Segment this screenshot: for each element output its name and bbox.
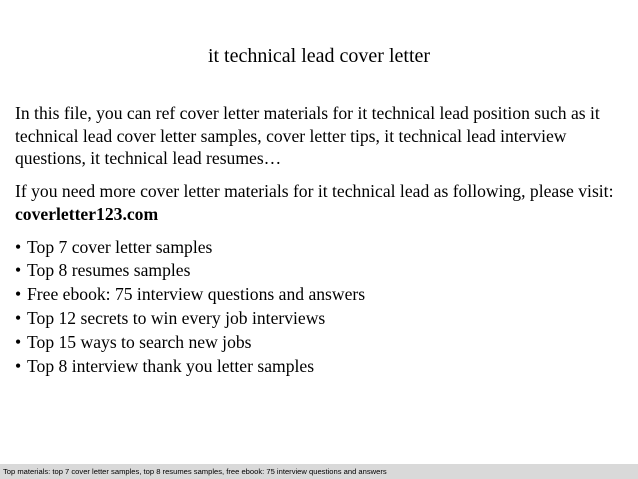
footer-bar [0,464,638,479]
list-item[interactable] [15,236,623,260]
list-item-label: Top 7 cover letter samples [27,236,213,257]
list-item-label: Top 8 interview thank you letter samples [27,355,315,376]
list-item[interactable] [15,307,623,331]
website-link[interactable]: coverletter123.com [15,203,159,224]
bullet-icon: • [15,331,22,352]
slide-title: it technical lead cover letter [207,45,431,67]
more-materials-paragraph [15,180,623,225]
bullet-icon: • [15,260,22,281]
more-materials-text: If you need more cover letter materials for it technical lead as following, please visit: [15,181,614,202]
footer-text: Top materials: top 7 cover letter samples, top 8 resumes samples, free ebook: 75 interview questions and answers [3,467,387,476]
list-item-label: Top 15 ways to search new jobs [27,331,252,352]
list-item-label: Free ebook: 75 interview questions and answers [27,284,366,305]
list-item[interactable] [15,259,623,283]
slide-content [15,102,623,378]
list-item-label: Top 12 secrets to win every job interviews [27,307,326,328]
list-item[interactable] [15,283,623,307]
bullet-icon: • [15,236,22,257]
materials-list [15,236,623,379]
list-item-label: Top 8 resumes samples [27,260,191,281]
list-item[interactable] [15,331,623,355]
intro-paragraph: In this file, you can ref cover letter materials for it technical lead position such as it technical lead cover letter samples, cover letter tips, it technical lead interview questions, it technical lead resumes… [15,103,600,169]
bullet-icon: • [15,355,22,376]
bullet-icon: • [15,307,22,328]
bullet-icon: • [15,284,22,305]
list-item[interactable] [15,355,623,379]
